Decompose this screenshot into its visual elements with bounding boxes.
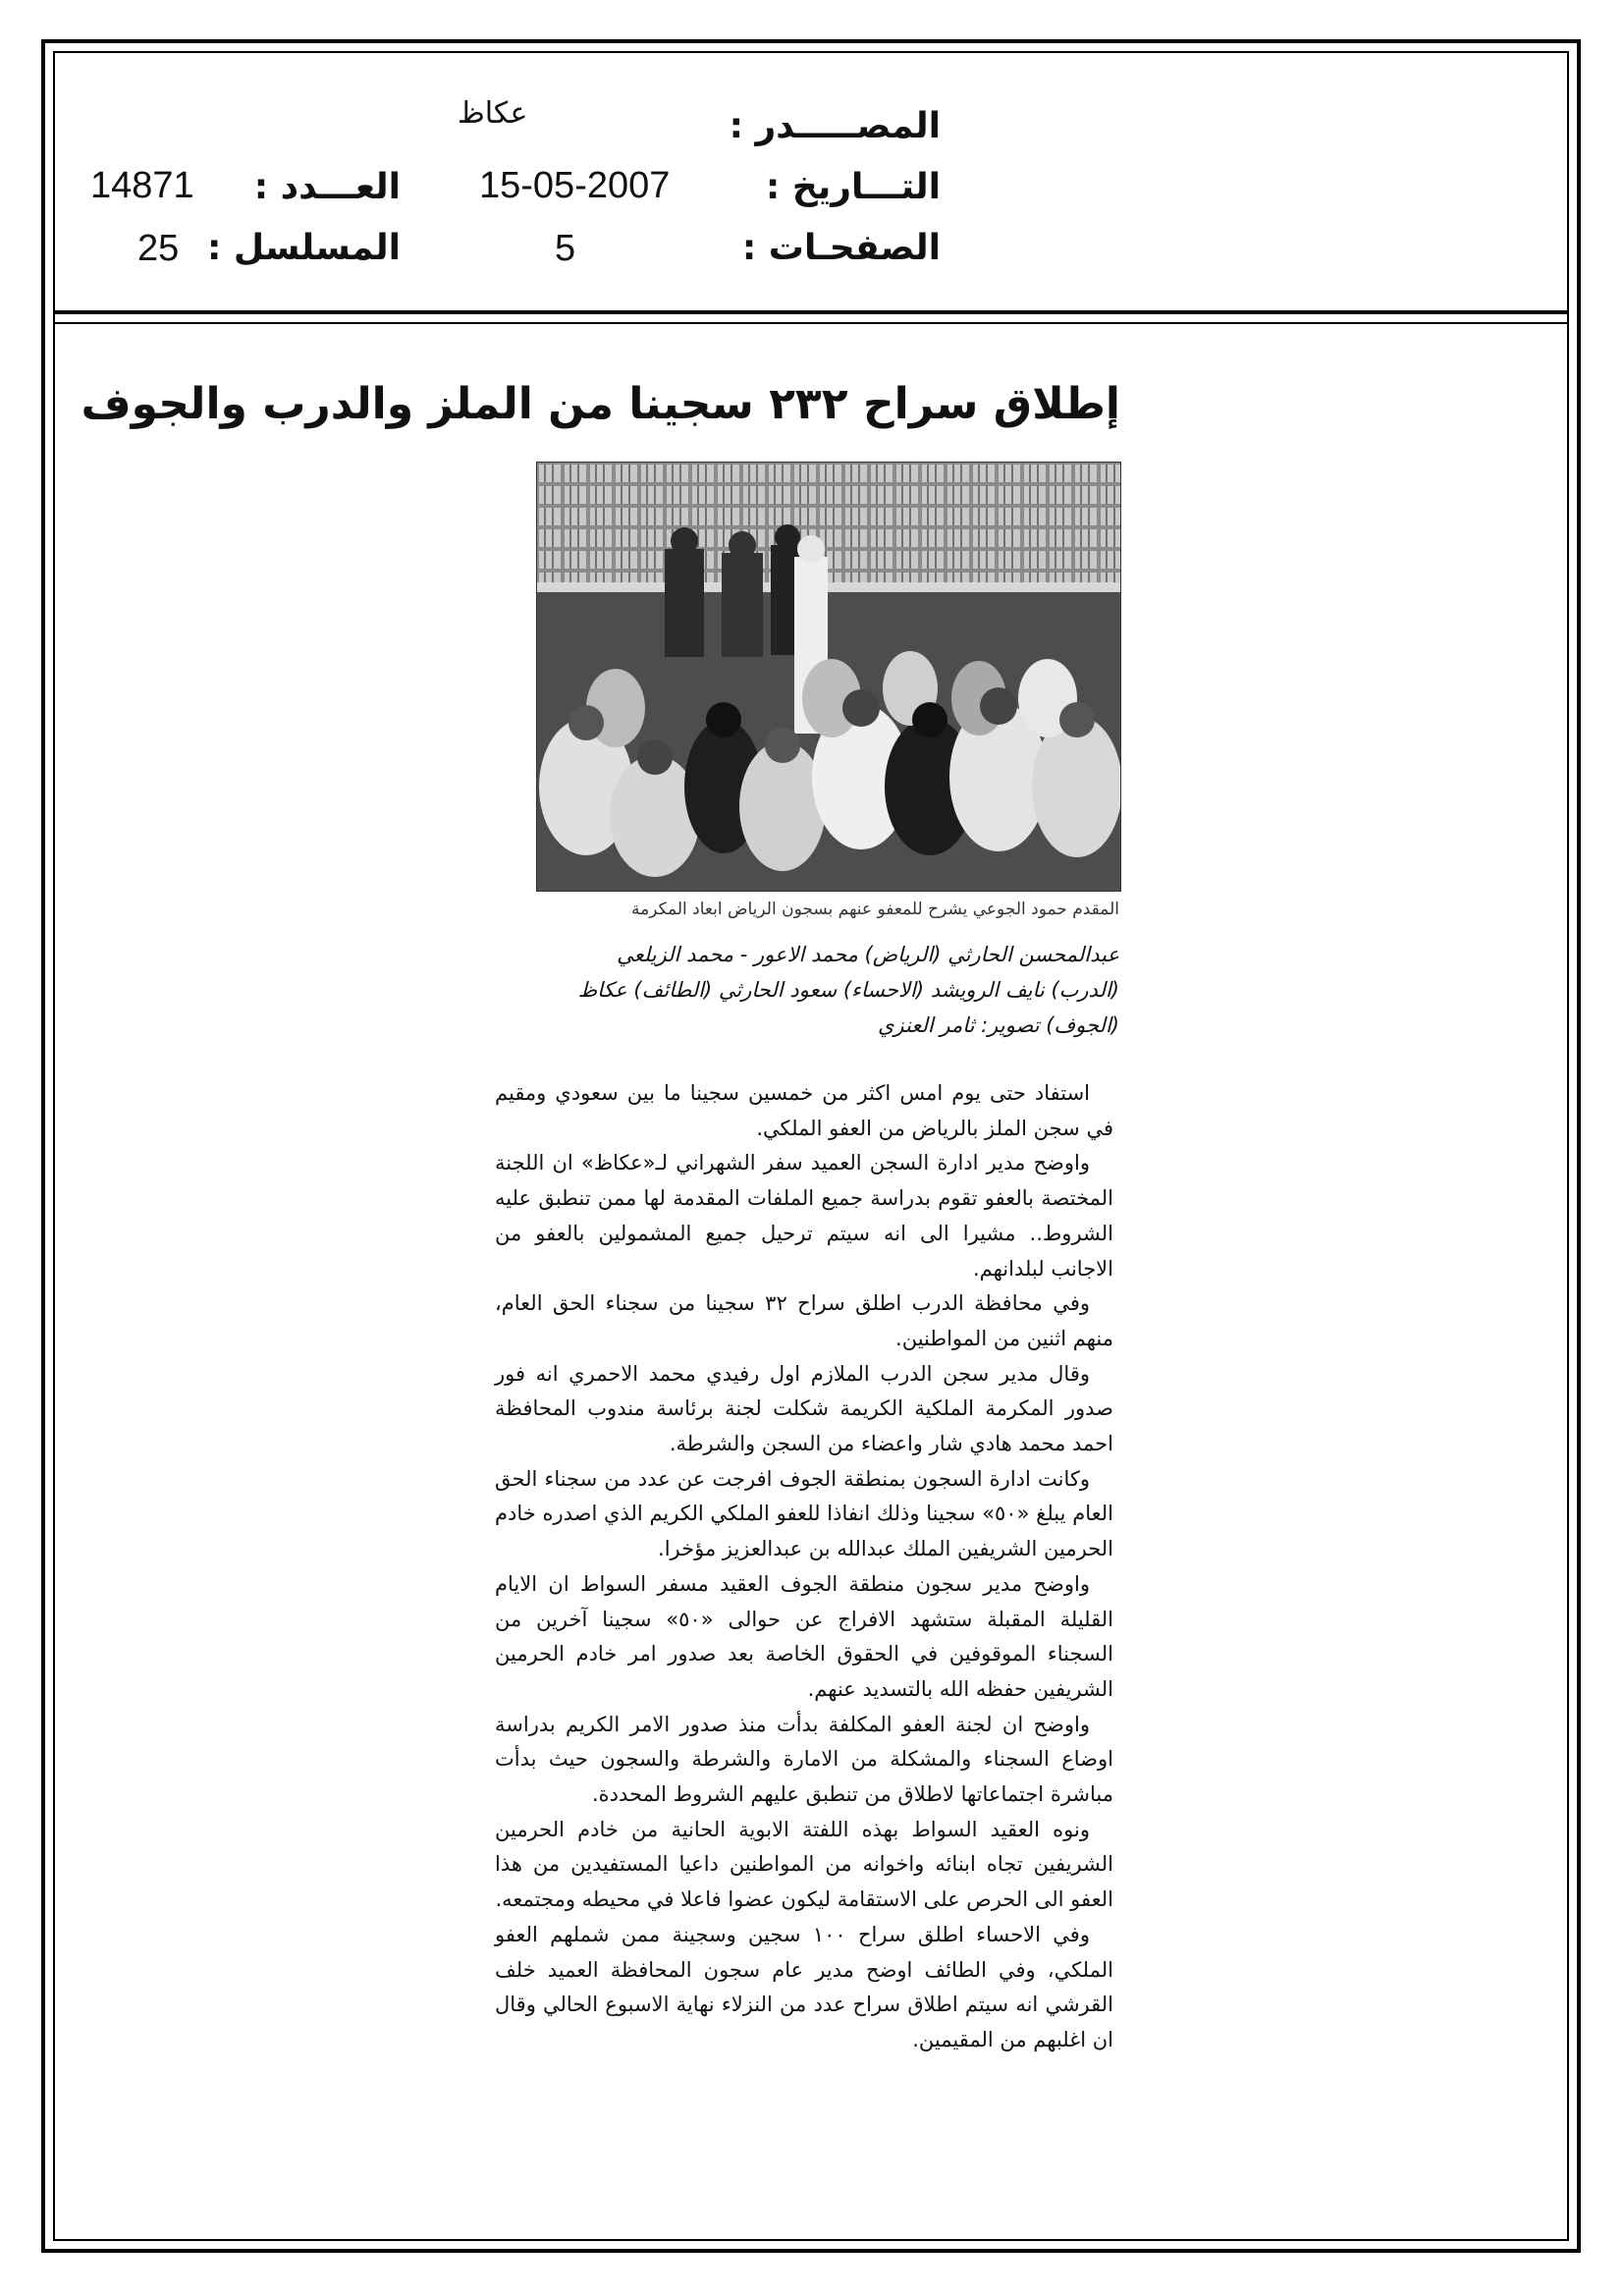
source-label: المصـــــدر : (729, 106, 941, 146)
body-paragraph: وفي محافظة الدرب اطلق سراح ٣٢ سجينا من سجناء الحق العام، منهم اثنين من المواطنين. (495, 1291, 1113, 1350)
body-paragraph: وفي الاحساء اطلق سراح ١٠٠ سجين وسجينة ممن شملهم العفو الملكي، وفي الطائف اوضح مدير عام سجون المحافظة العميد خلف القرشي انه سيتم اطلاق سراح عدد من النزلاء نهاية الاسبوع الحالي وقال ان اغلبهم من المقيمين. (495, 1922, 1113, 2051)
serial-label: المسلسل : (206, 228, 401, 268)
article-body (495, 1076, 1113, 2058)
issue-label: العـــدد : (253, 167, 401, 207)
issue-value: 14871 (90, 165, 194, 206)
body-paragraph: استفاد حتى يوم امس اكثر من خمسين سجينا ما بين سعودي ومقيم في سجن الملز بالرياض من العفو الملكي. (495, 1081, 1113, 1140)
body-paragraph: وقال مدير سجن الدرب الملازم اول رفيدي محمد الاحمري انه فور صدور المكرمة الملكية الكريمة شكلت لجنة برئاسة مندوب المحافظة احمد محمد هادي شار واعضاء من السجن والشرطة. (495, 1361, 1113, 1456)
date-label: التـــاريخ : (765, 167, 941, 207)
body-paragraph: وكانت ادارة السجون بمنطقة الجوف افرجت عن عدد من سجناء الحق العام يبلغ «٥٠» سجينا وذلك انفاذا للعفو الملكي الكريم الذي اصدره خادم الحرمين الشريفين الملك عبدالله بن عبدالعزيز مؤخرا. (495, 1466, 1113, 1561)
article-photo (536, 462, 1121, 892)
credits-line: (الجوف) تصوير: ثامر العنزي (877, 1013, 1119, 1037)
body-paragraph: واوضح مدير سجون منطقة الجوف العقيد مسفر السواط ان الايام القليلة المقبلة ستشهد الافراج عن حوالى «٥٠» سجينا آخرين من السجناء الموقوفين في الحقوق الخاصة بعد صدور امر خادم الحرمين الشريفين حفظه الله بالتسديد عنهم. (495, 1571, 1113, 1701)
photo-caption: المقدم حمود الجوعي يشرح للمعفو عنهم بسجون الرياض ابعاد المكرمة (631, 900, 1119, 919)
body-paragraph: واوضح ان لجنة العفو المكلفة بدأت منذ صدور الامر الكريم بدراسة اوضاع السجناء والمشكلة من الامارة والشرطة والسجون حيث بدأت مباشرة اجتماعاتها لاطلاق من تنطبق عليهم الشروط المحددة. (495, 1712, 1113, 1807)
pages-label: الصفحـات : (741, 228, 941, 268)
serial-value: 25 (137, 228, 180, 269)
date-value: 15-05-2007 (479, 165, 671, 206)
pages-value: 5 (555, 228, 576, 269)
article-credits (536, 937, 1119, 1043)
article-title: إطلاق سراح ٢٣٢ سجينا من الملز والدرب والجوف (81, 379, 1120, 429)
credits-line: عبدالمحسن الحارثي (الرياض) محمد الاعور - محمد الزيلعي (617, 943, 1119, 966)
body-paragraph: ونوه العقيد السواط بهذه اللفتة الابوية الحانية من خادم الحرمين الشريفين تجاه ابنائه واخوانه من المواطنين داعيا المستفيدين من هذا العفو الى الحرص على الاستقامة ليكون عضوا فاعلا في محيطه ومجتمعه. (495, 1817, 1113, 1912)
body-paragraph: واوضح مدير ادارة السجن العميد سفر الشهراني لـ«عكاظ» ان اللجنة المختصة بالعفو تقوم بدراسة جميع الملفات المقدمة لها ممن تنطبق عليه الشروط.. مشيرا الى انه سيتم ترحيل جميع المشمولين بالعفو من الاجانب لبلدانهم. (495, 1151, 1113, 1281)
source-value: عكاظ (458, 96, 528, 131)
credits-line: (الدرب) نايف الرويشد (الاحساء) سعود الحارثي (الطائف) عكاظ (577, 978, 1119, 1002)
header-divider (53, 322, 1569, 324)
prison-gathering-photo (537, 463, 1120, 891)
